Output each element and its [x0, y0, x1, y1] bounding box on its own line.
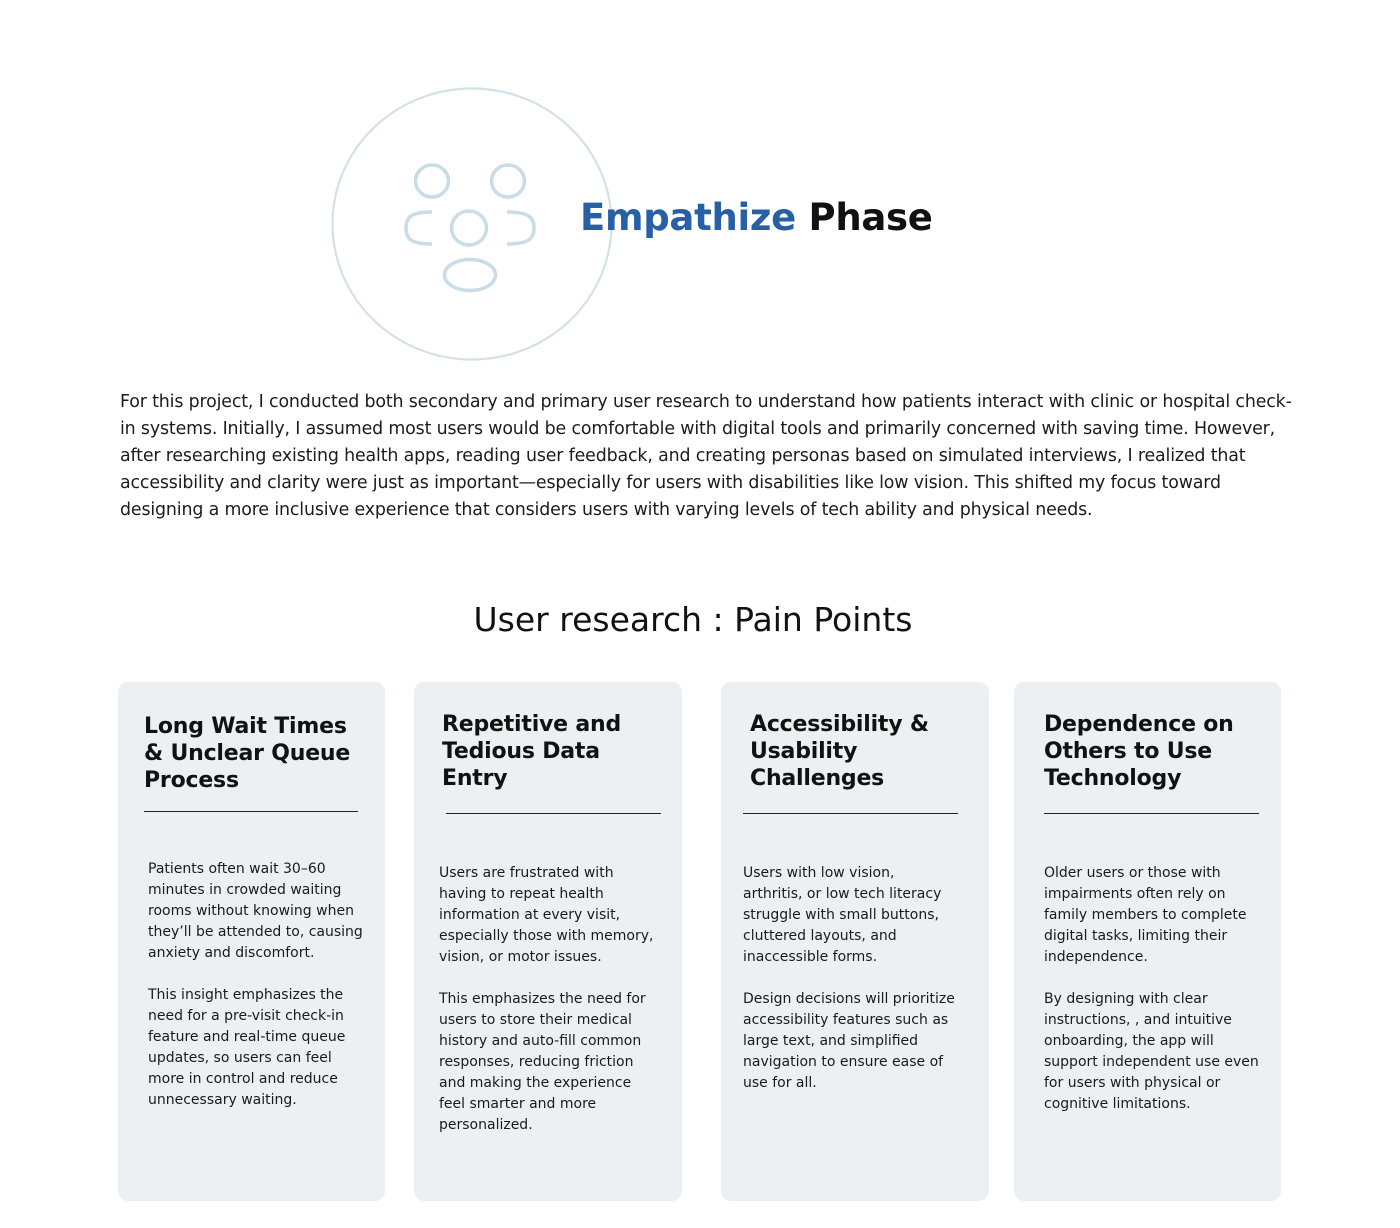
card-insight: Design decisions will prioritize accessibility features such as large text, and simplified navigation to ensure ease of use for all. [743, 991, 955, 1091]
pain-point-card [414, 682, 682, 1201]
card-divider [446, 813, 661, 814]
card-title: Dependence on Others to Use Technology [1044, 712, 1234, 791]
page-title-rest: Phase [808, 196, 933, 239]
card-description: Users are frustrated with having to repeat health information at every visit, especially those with memory, vision, or motor issues. [439, 865, 654, 965]
card-body [1044, 863, 1262, 1115]
card-body [148, 859, 364, 1111]
card-body [743, 863, 958, 1094]
section-title-light: User research : [473, 600, 735, 639]
section-title [0, 599, 1386, 641]
card-insight: By designing with clear instructions, , and intuitive onboarding, the app will support independent use even for users with physical or cognitive limitations. [1044, 991, 1259, 1112]
card-description: Older users or those with impairments often rely on family members to complete digital tasks, limiting their independence. [1044, 865, 1247, 965]
card-divider [743, 813, 958, 814]
card-divider [144, 811, 358, 812]
card-description: Users with low vision, arthritis, or low tech literacy struggle with small buttons, cluttered layouts, and inaccessible forms. [743, 865, 942, 965]
card-body [439, 863, 654, 1136]
card-description: Patients often wait 30–60 minutes in crowded waiting rooms without knowing when they’ll be attended to, causing anxiety and discomfort. [148, 861, 363, 961]
card-title: Repetitive and Tedious Data Entry [442, 712, 622, 791]
page-title [580, 196, 933, 240]
intro-paragraph: For this project, I conducted both secondary and primary user research to understand how patients interact with clinic or hospital check-in systems. Initially, I assumed most users would be comfortable with digital tools and primarily concerned with saving time. However, after researching existing health apps, reading user feedback, and creating personas based on simulated interviews, I realized that accessibility and clarity were just as important—especially for users with disabilities like low vision. This shifted my focus toward designing a more inclusive experience that considers users with varying levels of tech ability and physical needs. [120, 392, 1292, 520]
card-insight: This emphasizes the need for users to store their medical history and auto-fill common responses, reducing friction and making the experience feel smarter and more personalized. [439, 991, 646, 1133]
card-divider [1044, 813, 1259, 814]
pain-point-card [721, 682, 989, 1201]
pain-point-card [1014, 682, 1281, 1201]
pain-point-card [118, 682, 385, 1201]
page-title-accent: Empathize [580, 196, 796, 239]
empathize-emblem [331, 87, 613, 361]
card-title: Long Wait Times & Unclear Queue Process [144, 714, 351, 793]
section-title-strong: Pain Points [734, 600, 913, 639]
card-title: Accessibility & Usability Challenges [750, 712, 929, 791]
card-insight: This insight emphasizes the need for a pre-visit check-in feature and real-time queue updates, so users can feel more in control and reduce unnecessary waiting. [148, 987, 346, 1108]
people-group-icon [331, 87, 613, 361]
